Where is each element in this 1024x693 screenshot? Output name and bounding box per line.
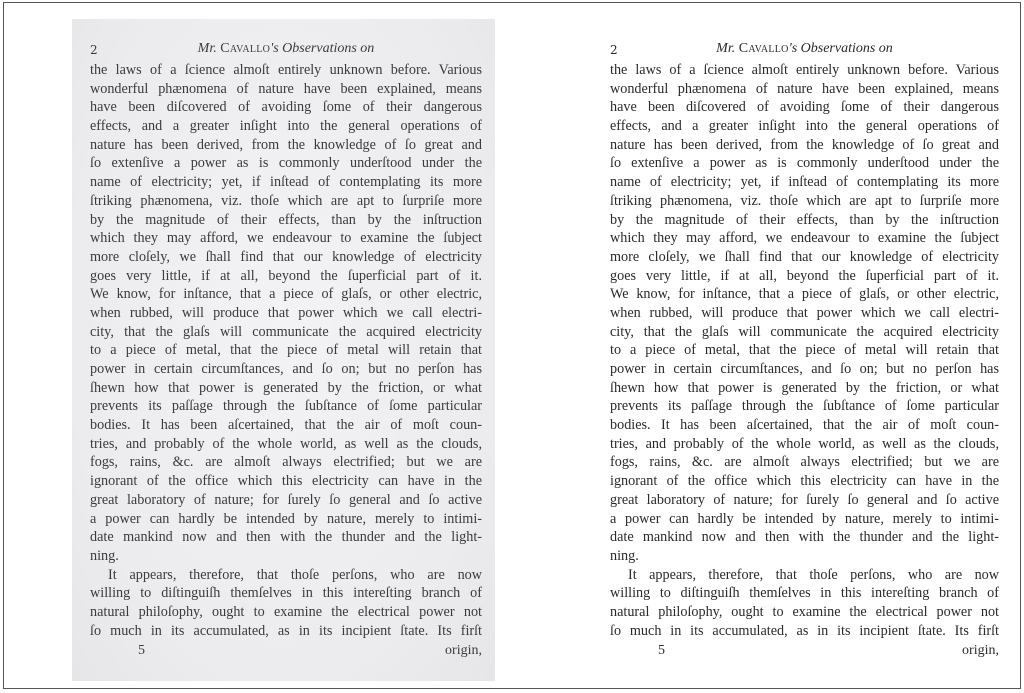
- text-line: more cloſely, we ſhall find that our knowledge of electricity: [610, 248, 999, 265]
- text-line: date mankind now and then with the thunder and the light-: [610, 529, 999, 546]
- left-catchword: origin,: [445, 643, 482, 659]
- text-line: power in certain circumſtances, and ſo on; but no perſon has: [610, 361, 999, 377]
- text-line: the laws of a ſcience almoſt entirely unknown before. Various: [90, 62, 482, 78]
- text-line: ſo extenſive a power as is commonly underſtood under the: [90, 155, 482, 172]
- text-line: power in certain circumſtances, and ſo on; but no perſon has: [90, 361, 482, 377]
- right-page-restored: [592, 19, 1012, 681]
- text-line: wonderful phænomena of nature have been explained, means: [90, 80, 482, 97]
- right-catchword: origin,: [962, 643, 999, 659]
- text-line: ſo much in its accumulated, as in its incipient ſtate. Its firſt: [90, 622, 482, 639]
- text-line: goes very little, if at all, beyond the ſuperficial part of it.: [90, 267, 482, 284]
- text-line: natural philoſophy, ought to examine the electrical power not: [90, 603, 482, 620]
- left-page-number: 2: [90, 43, 98, 57]
- right-running-title: [610, 41, 999, 57]
- text-line: ſhewn how that power is generated by the friction, or what: [90, 379, 482, 396]
- text-line: ſhewn how that power is generated by the friction, or what: [610, 379, 999, 396]
- left-head-name: Cavallo: [220, 41, 271, 56]
- text-line: ſtriking phænomena, viz. thoſe which are apt to ſurpriſe more: [90, 192, 482, 209]
- text-line: prevents its paſſage through the ſubſtance of ſome particular: [90, 398, 482, 415]
- text-line: great laboratory of nature; for ſurely ſo general and ſo active: [610, 491, 999, 508]
- text-line: bodies. It has been aſcertained, that the air of moſt coun-: [90, 417, 482, 434]
- text-line: which they may afford, we endeavour to examine the ſubject: [610, 230, 999, 247]
- text-line: ignorant of the office which this electricity can have in the: [610, 473, 999, 490]
- text-line: nature has been derived, from the knowledge of ſo great and: [610, 136, 999, 153]
- comparison-frame: [3, 2, 1021, 689]
- text-line: by the magnitude of their effects, than by the inſtruction: [90, 211, 482, 228]
- text-line: have been diſcovered of avoiding ſome of their dangerous: [610, 99, 999, 116]
- text-line: to a piece of metal, that the piece of metal will retain that: [610, 342, 999, 359]
- text-line: willing to diſtinguiſh themſelves in this intereſting branch of: [90, 585, 482, 602]
- right-body-text: [610, 61, 999, 640]
- left-head-prefix: Mr.: [197, 41, 221, 56]
- right-footer: [610, 643, 999, 663]
- left-body-text: [90, 61, 482, 640]
- text-line: city, that the glaſs will communicate the acquired electricity: [90, 323, 482, 340]
- text-line: prevents its paſſage through the ſubſtance of ſome particular: [610, 398, 999, 415]
- text-line: We know, for inſtance, that a piece of glaſs, or other electric,: [90, 286, 482, 303]
- text-line: bodies. It has been aſcertained, that the air of moſt coun-: [610, 417, 999, 434]
- text-line: willing to diſtinguiſh themſelves in this intereſting branch of: [610, 585, 999, 602]
- text-line: effects, and a greater inſight into the general operations of: [90, 118, 482, 135]
- text-line: tries, and probably of the whole world, as well as the clouds,: [610, 435, 999, 452]
- text-line: date mankind now and then with the thunder and the light-: [90, 529, 482, 546]
- left-footer: [90, 643, 482, 663]
- left-page-content: [90, 41, 482, 663]
- text-line: a power can hardly be intended by nature, merely to intimi-: [610, 510, 999, 527]
- text-line: nature has been derived, from the knowledge of ſo great and: [90, 136, 482, 153]
- right-page-content: [610, 41, 999, 663]
- text-line: tries, and probably of the whole world, as well as the clouds,: [90, 435, 482, 452]
- text-line: It appears, therefore, that thoſe perſons, who are now: [108, 566, 482, 583]
- right-head-name: Cavallo: [738, 41, 789, 56]
- left-page-scan: [72, 19, 495, 681]
- text-line: which they may afford, we endeavour to examine the ſubject: [90, 230, 482, 247]
- text-line: ning.: [610, 547, 639, 564]
- right-signature-mark: 5: [658, 643, 665, 659]
- text-line: great laboratory of nature; for ſurely ſo general and ſo active: [90, 491, 482, 508]
- text-line: name of electricity; yet, if inſtead of contemplating its more: [90, 174, 482, 191]
- text-line: ignorant of the office which this electricity can have in the: [90, 473, 482, 490]
- text-line: We know, for inſtance, that a piece of glaſs, or other electric,: [610, 286, 999, 303]
- right-head-prefix: Mr.: [716, 41, 739, 56]
- text-line: more cloſely, we ſhall find that our knowledge of electricity: [90, 248, 482, 265]
- right-running-head: [610, 41, 999, 61]
- text-line: ſo much in its accumulated, as in its incipient ſtate. Its firſt: [610, 622, 999, 639]
- text-line: have been diſcovered of avoiding ſome of their dangerous: [90, 99, 482, 116]
- text-line: a power can hardly be intended by nature, merely to intimi-: [90, 510, 482, 527]
- right-head-suffix: 's Observations on: [788, 41, 893, 56]
- text-line: the laws of a ſcience almoſt entirely unknown before. Various: [610, 62, 999, 78]
- right-page-number: 2: [610, 43, 618, 57]
- text-line: when rubbed, will produce that power which we call electri-: [610, 304, 999, 321]
- left-running-head: [90, 41, 482, 61]
- text-line: goes very little, if at all, beyond the ſuperficial part of it.: [610, 267, 999, 284]
- text-line: name of electricity; yet, if inſtead of contemplating its more: [610, 174, 999, 191]
- left-running-title: [90, 41, 482, 57]
- text-line: when rubbed, will produce that power which we call electri-: [90, 304, 482, 321]
- text-line: ſo extenſive a power as is commonly underſtood under the: [610, 155, 999, 172]
- text-line: to a piece of metal, that the piece of metal will retain that: [90, 342, 482, 359]
- text-line: effects, and a greater inſight into the general operations of: [610, 118, 999, 135]
- text-line: by the magnitude of their effects, than by the inſtruction: [610, 211, 999, 228]
- text-line: It appears, therefore, that thoſe perſons, who are now: [628, 566, 999, 583]
- text-line: fogs, rains, &c. are almoſt always electrified; but we are: [90, 454, 482, 471]
- text-line: city, that the glaſs will communicate the acquired electricity: [610, 323, 999, 340]
- text-line: natural philoſophy, ought to examine the electrical power not: [610, 603, 999, 620]
- text-line: wonderful phænomena of nature have been explained, means: [610, 80, 999, 97]
- left-head-suffix: 's Observations on: [270, 41, 375, 56]
- text-line: ning.: [90, 547, 119, 564]
- text-line: ſtriking phænomena, viz. thoſe which are apt to ſurpriſe more: [610, 192, 999, 209]
- left-signature-mark: 5: [138, 643, 145, 659]
- text-line: fogs, rains, &c. are almoſt always electrified; but we are: [610, 454, 999, 471]
